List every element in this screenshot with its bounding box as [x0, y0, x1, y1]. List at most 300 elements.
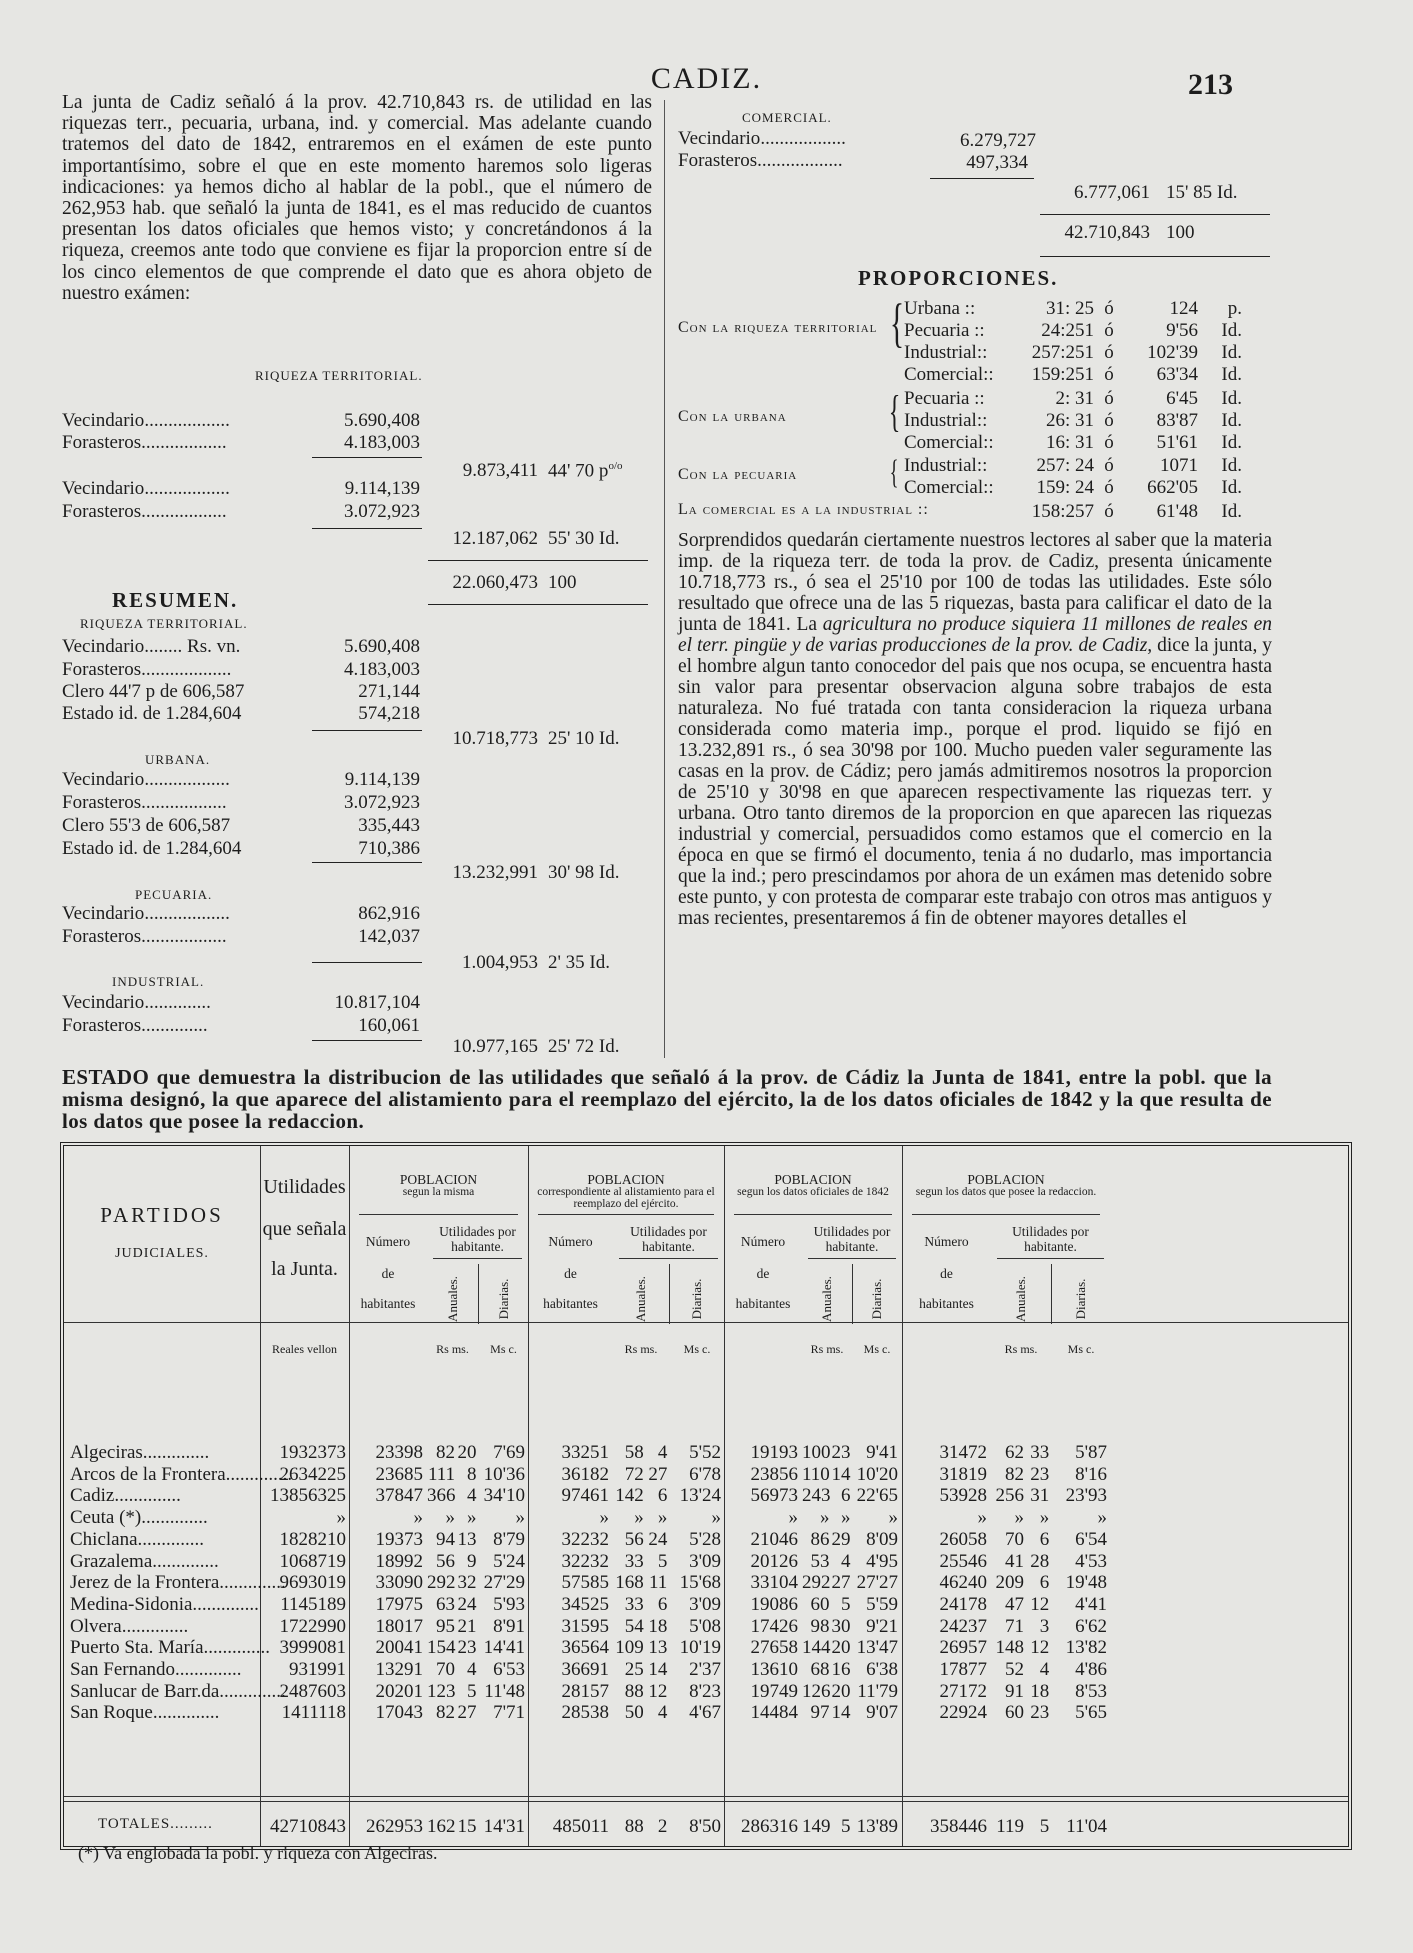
- row-1-g3-ms: 23: [1030, 1463, 1050, 1485]
- row-12-g0-ms: 27: [457, 1702, 477, 1724]
- totals-utilidades: 42710843: [270, 1816, 346, 1837]
- row-9-g2-hab: 27658: [750, 1637, 798, 1659]
- row-9-g0-ms: 23: [457, 1637, 477, 1659]
- row-0-utilidades: 1932373: [279, 1442, 346, 1463]
- row-5-g3-rs: 41: [1005, 1550, 1024, 1572]
- row-8-g0-hab: 18017: [375, 1615, 423, 1637]
- row-5-g0-diaria: 5'24: [493, 1550, 525, 1572]
- group-1-uph-brace: [619, 1258, 718, 1259]
- row-6-g1-diaria: 15'68: [679, 1572, 721, 1594]
- row-6-g1-ms: 11: [649, 1572, 668, 1594]
- proporciones-title: PROPORCIONES.: [858, 266, 1059, 290]
- row-0-partido: Algeciras..............: [70, 1442, 210, 1463]
- prop-group-4-label: La comercial es a la industrial ::: [678, 501, 929, 518]
- row-3-g3-rs: »: [1014, 1507, 1024, 1529]
- group-1-anuales: Anuales.: [633, 1276, 648, 1322]
- row-2-g2-ms: 6: [841, 1485, 851, 1507]
- group-2-title: POBLACION: [774, 1172, 852, 1187]
- row-7-g3-hab: 24178: [939, 1593, 987, 1615]
- row-7-g1-hab: 34525: [561, 1593, 609, 1615]
- row-6-g0-hab: 33090: [375, 1572, 423, 1594]
- row-9-g0-rs: 154: [427, 1637, 456, 1659]
- row-9-g1-hab: 36564: [561, 1637, 609, 1659]
- resumen-urbana-title: URBANA.: [145, 752, 211, 767]
- totals-g2-ms: 5: [841, 1816, 851, 1837]
- row-1-utilidades: 2634225: [279, 1463, 346, 1485]
- row-8-partido: Olvera..............: [70, 1615, 189, 1637]
- row-10-g3-rs: 52: [1005, 1659, 1024, 1680]
- row-7-g3-ms: 12: [1030, 1593, 1050, 1615]
- group-2-uph-split: [852, 1264, 853, 1324]
- row-12-g3-hab: 22924: [939, 1702, 987, 1724]
- row-6-g2-rs: 292: [802, 1572, 831, 1594]
- group-3-uph-split: [1051, 1264, 1052, 1324]
- row-2-g0-hab: 37847: [375, 1485, 423, 1507]
- terr-value-4: 3.072,923: [344, 501, 420, 522]
- row-11-g2-ms: 20: [831, 1680, 851, 1702]
- row-8-utilidades: 1722990: [279, 1615, 346, 1637]
- row-3-g1-rs: »: [634, 1507, 644, 1529]
- row-7-g1-diaria: 3'09: [689, 1593, 721, 1615]
- row-0-g0-hab: 23398: [375, 1442, 423, 1463]
- group-2-unit-ms: Ms c.: [863, 1342, 891, 1356]
- row-11-g3-diaria: 8'53: [1075, 1680, 1107, 1702]
- group-1-subtitle: correspondiente al alistamiento para el reemplazo del ejército.: [537, 1186, 715, 1210]
- row-12-g2-hab: 14484: [750, 1702, 798, 1724]
- row-5-g2-diaria: 4'95: [866, 1550, 898, 1572]
- row-5-g0-rs: 56: [436, 1550, 456, 1572]
- row-1-g2-diaria: 10'20: [856, 1463, 898, 1485]
- totals-g1-hab: 485011: [552, 1816, 609, 1837]
- group-0-hab: habitantes: [360, 1296, 416, 1311]
- row-10-g1-hab: 36691: [561, 1659, 609, 1680]
- row-8-g3-rs: 71: [1005, 1615, 1024, 1637]
- row-12-g3-diaria: 5'65: [1075, 1702, 1107, 1724]
- row-9-g1-rs: 109: [615, 1637, 644, 1659]
- row-8-g1-rs: 54: [624, 1615, 644, 1637]
- group-3-anuales: Anuales.: [1013, 1276, 1028, 1322]
- row-12-g1-diaria: 4'67: [689, 1702, 721, 1724]
- header-util-3: la Junta.: [271, 1258, 338, 1280]
- comercial-title: COMERCIAL.: [742, 110, 832, 125]
- row-5-partido: Grazalema..............: [70, 1550, 219, 1572]
- row-3-utilidades: »: [336, 1507, 346, 1529]
- group-2-hab: habitantes: [735, 1296, 791, 1311]
- prop-r9: Comercial:: 159: 24 ó 662'05 Id.: [904, 477, 1242, 498]
- prop-group-3-label: Con la pecuaria: [678, 466, 798, 483]
- group-3-unit-rs: Rs ms.: [1004, 1342, 1038, 1356]
- row-11-g2-rs: 126: [802, 1680, 831, 1702]
- row-10-g0-ms: 4: [466, 1659, 477, 1680]
- row-3-g1-hab: »: [599, 1507, 609, 1529]
- header-partidos: PARTIDOS: [100, 1203, 224, 1227]
- group-2-diarias: Diarias.: [869, 1278, 884, 1320]
- prop-r3: Industrial:: 257:251 ó 102'39 Id.: [904, 342, 1242, 363]
- row-0-g1-rs: 58: [624, 1442, 644, 1463]
- row-12-g2-diaria: 9'07: [866, 1702, 898, 1724]
- row-5-g1-rs: 33: [624, 1550, 644, 1572]
- row-9-utilidades: 3999081: [279, 1637, 346, 1659]
- row-1-g1-hab: 36182: [561, 1463, 609, 1485]
- row-10-g3-diaria: 4'86: [1075, 1659, 1107, 1680]
- row-10-g2-ms: 16: [831, 1659, 851, 1680]
- row-1-g2-ms: 14: [831, 1463, 851, 1485]
- terr-total: 22.060,473: [452, 572, 538, 593]
- row-10-g0-rs: 70: [436, 1659, 456, 1680]
- group-0-uph-brace: [433, 1258, 522, 1259]
- row-8-g0-ms: 21: [457, 1615, 477, 1637]
- terr-sub1: 9.873,411: [462, 460, 538, 481]
- terr-total-pct: 100: [548, 572, 577, 593]
- prop-r10: 158:257 ó 61'48 Id.: [1031, 501, 1242, 522]
- group-3-hab: habitantes: [919, 1296, 974, 1311]
- row-12-g0-rs: 82: [436, 1702, 456, 1724]
- row-0-g3-diaria: 5'87: [1075, 1442, 1107, 1463]
- row-7-g3-diaria: 4'41: [1075, 1593, 1107, 1615]
- group-1-brace: [538, 1214, 714, 1215]
- row-11-g0-ms: 5: [466, 1680, 477, 1702]
- row-5-g1-diaria: 3'09: [689, 1550, 721, 1572]
- group-0-unit-rs: Rs ms.: [436, 1342, 469, 1356]
- row-12-partido: San Roque..............: [70, 1702, 220, 1724]
- row-8-g1-ms: 18: [648, 1615, 668, 1637]
- com-value-2: 497,334: [966, 152, 1028, 173]
- row-7-g0-diaria: 5'93: [493, 1593, 525, 1615]
- footnote: (*) Va englobada la pobl. y riqueza con Algeciras.: [78, 1843, 438, 1863]
- row-9-g3-ms: 12: [1030, 1637, 1050, 1659]
- row-1-g0-rs: 111: [427, 1463, 456, 1485]
- row-11-g3-ms: 18: [1030, 1680, 1050, 1702]
- resumen-pecuaria-title: PECUARIA.: [135, 887, 213, 902]
- header-judiciales: JUDICIALES.: [115, 1246, 209, 1261]
- row-4-g2-diaria: 8'09: [866, 1528, 898, 1550]
- row-9-g0-hab: 20041: [375, 1637, 423, 1659]
- group-2-de: de: [756, 1266, 770, 1281]
- res-ind-total: 10.977,165: [452, 1036, 538, 1057]
- row-3-g3-diaria: »: [1097, 1507, 1107, 1529]
- row-3-g3-ms: »: [1039, 1507, 1050, 1529]
- group-2-uph-brace: [808, 1258, 896, 1259]
- row-6-g0-ms: 32: [457, 1572, 477, 1594]
- row-5-g1-ms: 5: [657, 1550, 668, 1572]
- row-8-g2-ms: 30: [831, 1615, 851, 1637]
- table-totals-rule-2: [64, 1801, 1348, 1802]
- row-7-g2-diaria: 5'59: [866, 1593, 898, 1615]
- group-3-diarias: Diarias.: [1073, 1278, 1088, 1320]
- row-0-g2-hab: 19193: [750, 1442, 798, 1463]
- row-2-partido: Cadiz..............: [70, 1485, 181, 1507]
- row-11-g1-hab: 28157: [561, 1680, 609, 1702]
- row-11-g3-rs: 91: [1005, 1680, 1024, 1702]
- intro-paragraph: La junta de Cadiz señaló á la prov. 42.710,843 rs. de utilidad en las riquezas terr., pecuaria, urbana, ind. y comercial. Mas adelante cuando tratemos del dato de 1842, entraremos en el exámen de este punto importantísimo, sobre el que en este momento haremos solo ligeras indicaciones: ya hemos dicho al hablar de la pobl., que el número de 262,953 hab. que señaló la junta de 1841, es el mas reducido de cuantos presentan los datos oficiales que hemos visto; y concretándonos á la riqueza, creemos ante todo que conviene es fijar la proporcion entre sí de los cinco elementos de que comprende el dato que es ahora objeto de nuestro exámen:: [62, 92, 652, 304]
- row-4-g3-diaria: 6'54: [1075, 1528, 1107, 1550]
- row-2-g1-hab: 97461: [561, 1485, 609, 1507]
- row-9-g2-rs: 144: [802, 1637, 831, 1659]
- row-1-g2-rs: 110: [802, 1463, 830, 1485]
- res-urb-value-4: 710,386: [358, 838, 420, 859]
- res-terr-total: 10.718,773: [452, 728, 538, 749]
- row-3-g1-diaria: »: [711, 1507, 721, 1529]
- row-6-partido: Jerez de la Frontera..............: [70, 1572, 286, 1594]
- row-0-g1-ms: 4: [657, 1442, 668, 1463]
- terr-value-2: 4.183,003: [344, 432, 420, 453]
- res-urb-pct: 30' 98 Id.: [548, 862, 620, 883]
- row-3-g1-ms: »: [657, 1507, 668, 1529]
- group-3-title: POBLACION: [967, 1172, 1045, 1187]
- row-9-g0-diaria: 14'41: [483, 1637, 525, 1659]
- res-pec-value-2: 142,037: [358, 926, 420, 947]
- prop-group-2-label: Con la urbana: [678, 408, 787, 425]
- terr-label-4: Forasteros..................: [62, 501, 227, 522]
- territorial-title: RIQUEZA TERRITORIAL.: [255, 368, 423, 383]
- row-3-g2-ms: »: [841, 1507, 851, 1529]
- row-6-g3-hab: 46240: [939, 1572, 987, 1594]
- res-ind-value-1: 10.817,104: [334, 992, 420, 1013]
- row-2-g0-diaria: 34'10: [483, 1485, 525, 1507]
- row-2-g1-rs: 142: [615, 1485, 644, 1507]
- row-4-g1-diaria: 5'28: [689, 1528, 721, 1550]
- row-3-g0-rs: »: [445, 1507, 456, 1529]
- row-1-partido: Arcos de la Frontera..............: [70, 1463, 293, 1485]
- group-1-title: POBLACION: [587, 1172, 665, 1187]
- row-1-g2-hab: 23856: [750, 1463, 798, 1485]
- row-10-g2-hab: 13610: [750, 1659, 798, 1680]
- row-4-g1-hab: 32232: [561, 1528, 609, 1550]
- row-12-g2-ms: 14: [831, 1702, 851, 1724]
- res-terr-label-2: Forasteros...................: [62, 659, 232, 680]
- group-2-subtitle: segun los datos oficiales de 1842: [737, 1186, 889, 1198]
- group-0-anuales: Anuales.: [444, 1276, 460, 1322]
- row-10-g1-ms: 14: [648, 1659, 668, 1680]
- row-10-g1-diaria: 2'37: [689, 1659, 721, 1680]
- totals-g0-rs: 162: [427, 1816, 456, 1837]
- page-number: 213: [1188, 68, 1233, 101]
- group-0-title: POBLACION: [399, 1172, 478, 1187]
- row-4-g3-ms: 6: [1039, 1528, 1050, 1550]
- res-terr-label-1: Vecindario........ Rs. vn.: [62, 636, 241, 657]
- group-1-unit-rs: Rs ms.: [624, 1342, 658, 1356]
- row-6-g2-hab: 33104: [750, 1572, 798, 1594]
- row-6-g0-rs: 292: [427, 1572, 456, 1594]
- row-11-utilidades: 2487603: [279, 1680, 346, 1702]
- row-12-g3-ms: 23: [1030, 1702, 1050, 1724]
- row-2-g3-hab: 53928: [939, 1485, 987, 1507]
- group-3-subtitle: segun los datos que posee la redaccion.: [915, 1186, 1097, 1198]
- res-urb-label-3: Clero 55'3 de 606,587: [62, 815, 231, 836]
- group-2-uph: Utilidades por habitante.: [813, 1224, 891, 1254]
- row-0-g3-rs: 62: [1005, 1442, 1024, 1463]
- row-11-g1-ms: 12: [648, 1680, 668, 1702]
- row-12-g0-diaria: 7'71: [493, 1702, 525, 1724]
- group-0-subtitle: segun la misma: [402, 1186, 475, 1198]
- totals-g2-hab: 286316: [741, 1816, 798, 1837]
- row-2-g2-hab: 56973: [750, 1485, 798, 1507]
- group-1-numero: Número: [548, 1234, 593, 1249]
- group-0-brace: [359, 1214, 518, 1215]
- terr-sub2-pct: 55' 30 Id.: [548, 528, 620, 549]
- row-6-g2-diaria: 27'27: [856, 1572, 898, 1594]
- row-5-g3-diaria: 4'53: [1075, 1550, 1107, 1572]
- totals-partido: TOTALES.........: [98, 1816, 213, 1832]
- row-0-g3-ms: 33: [1030, 1442, 1050, 1463]
- row-7-g2-hab: 19086: [750, 1593, 798, 1615]
- row-12-g0-hab: 17043: [375, 1702, 423, 1724]
- res-pec-pct: 2' 35 Id.: [548, 952, 611, 973]
- row-4-g0-rs: 94: [436, 1528, 456, 1550]
- row-9-g1-ms: 13: [648, 1637, 668, 1659]
- group-0-numero: Número: [365, 1234, 411, 1249]
- row-0-g0-ms: 20: [457, 1442, 477, 1463]
- row-2-utilidades: 13856325: [270, 1485, 346, 1507]
- resumen-territorial-title: RIQUEZA TERRITORIAL.: [80, 616, 248, 631]
- prop-r1: Urbana :: 31: 25 ó 124 p.: [904, 298, 1242, 319]
- row-9-g1-diaria: 10'19: [679, 1637, 721, 1659]
- row-7-g0-hab: 17975: [375, 1593, 423, 1615]
- row-5-utilidades: 1068719: [279, 1550, 346, 1572]
- res-terr-value-3: 271,144: [358, 681, 420, 702]
- row-11-g0-diaria: 11'48: [484, 1680, 525, 1702]
- prop-r7: Comercial:: 16: 31 ó 51'61 Id.: [904, 432, 1242, 453]
- row-6-g3-diaria: 19'48: [1065, 1572, 1107, 1594]
- brace-1: {: [889, 293, 905, 353]
- group-3-unit-ms: Ms c.: [1067, 1342, 1095, 1356]
- row-10-g0-diaria: 6'53: [493, 1659, 525, 1680]
- totals-g2-rs: 149: [802, 1816, 831, 1837]
- group-3-uph: Utilidades por habitante.: [1012, 1224, 1089, 1254]
- row-12-g1-rs: 50: [624, 1702, 644, 1724]
- group-1-de: de: [564, 1266, 577, 1281]
- com-value-1: 6.279,727: [960, 130, 1036, 151]
- row-1-g1-ms: 27: [648, 1463, 668, 1485]
- header-util-1: Utilidades: [263, 1176, 346, 1198]
- group-1-diarias: Diarias.: [689, 1278, 704, 1320]
- res-urb-value-3: 335,443: [358, 815, 420, 836]
- res-terr-pct: 25' 10 Id.: [548, 728, 620, 749]
- row-11-g2-diaria: 11'79: [857, 1680, 898, 1702]
- row-7-g0-ms: 24: [457, 1593, 477, 1615]
- row-0-g3-hab: 31472: [939, 1442, 987, 1463]
- row-11-g0-rs: 123: [427, 1680, 456, 1702]
- row-4-g3-rs: 70: [1005, 1528, 1024, 1550]
- com-total: 42.710,843: [1064, 222, 1150, 243]
- res-ind-label-1: Vecindario..............: [62, 992, 211, 1013]
- row-2-g0-ms: 4: [466, 1485, 477, 1507]
- row-8-g3-ms: 3: [1039, 1615, 1050, 1637]
- row-6-g3-rs: 209: [995, 1572, 1024, 1594]
- terr-sub2: 12.187,062: [452, 528, 538, 549]
- row-2-g0-rs: 366: [427, 1485, 456, 1507]
- totals-g3-hab: 358446: [930, 1816, 987, 1837]
- group-3-numero: Número: [924, 1234, 969, 1249]
- row-6-g1-hab: 57585: [561, 1572, 609, 1594]
- group-0-uph-split: [478, 1264, 479, 1324]
- com-sub: 6.777,061: [1074, 182, 1150, 203]
- group-0-de: de: [381, 1266, 395, 1281]
- row-5-g3-ms: 28: [1030, 1550, 1050, 1572]
- row-6-utilidades: 9693019: [279, 1572, 346, 1594]
- row-12-g2-rs: 97: [810, 1702, 830, 1724]
- row-7-g1-rs: 33: [624, 1593, 644, 1615]
- totals-g3-rs: 119: [996, 1816, 1024, 1837]
- res-terr-label-4: Estado id. de 1.284,604: [62, 703, 242, 724]
- res-urb-value-1: 9.114,139: [344, 769, 420, 790]
- row-2-g3-rs: 256: [995, 1485, 1024, 1507]
- row-4-utilidades: 1828210: [279, 1528, 346, 1550]
- row-11-g2-hab: 19749: [750, 1680, 798, 1702]
- prop-r5: Pecuaria :: 2: 31 ó 6'45 Id.: [904, 388, 1242, 409]
- res-pec-total: 1.004,953: [462, 952, 538, 973]
- row-5-g3-hab: 25546: [939, 1550, 987, 1572]
- row-3-g3-hab: »: [977, 1507, 987, 1529]
- header-util-2: que señala: [262, 1218, 347, 1240]
- prop-r4: Comercial:: 159:251 ó 63'34 Id.: [904, 364, 1242, 385]
- row-1-g0-ms: 8: [466, 1463, 477, 1485]
- totals-g0-ms: 15: [457, 1816, 477, 1837]
- com-total-pct: 100: [1166, 222, 1195, 243]
- row-4-g0-ms: 13: [457, 1528, 477, 1550]
- group-2-unit-rs: Rs ms.: [810, 1342, 844, 1356]
- page-title: CADIZ.: [650, 62, 763, 95]
- row-10-g3-hab: 17877: [939, 1659, 987, 1680]
- row-12-utilidades: 1411118: [281, 1702, 346, 1724]
- prop-r2: Pecuaria :: 24:251 ó 9'56 Id.: [904, 320, 1242, 341]
- totals-g0-hab: 262953: [366, 1816, 423, 1837]
- row-2-g2-rs: 243: [802, 1485, 831, 1507]
- row-11-g0-hab: 20201: [375, 1680, 423, 1702]
- row-7-g0-rs: 63: [436, 1593, 456, 1615]
- row-9-g3-diaria: 13'82: [1065, 1637, 1107, 1659]
- group-0-uph: Utilidades por habitante.: [439, 1224, 516, 1254]
- totals-g3-diaria: 11'04: [1066, 1816, 1107, 1837]
- row-8-g2-hab: 17426: [750, 1615, 798, 1637]
- res-ind-pct: 25' 72 Id.: [548, 1036, 620, 1057]
- row-6-g1-rs: 168: [615, 1572, 644, 1594]
- prop-r6: Industrial:: 26: 31 ó 83'87 Id.: [904, 410, 1242, 431]
- brace-2: {: [888, 387, 901, 436]
- res-urb-label-4: Estado id. de 1.284,604: [62, 838, 242, 859]
- row-5-g2-hab: 20126: [750, 1550, 798, 1572]
- terr-sub1-pct: 44' 70 $p^{o/o}$: [548, 460, 623, 482]
- row-6-g3-ms: 6: [1039, 1572, 1050, 1594]
- group-1-uph-split: [669, 1264, 670, 1324]
- terr-value-3: 9.114,139: [344, 478, 420, 499]
- res-urb-value-2: 3.072,923: [344, 792, 420, 813]
- com-label-2: Forasteros..................: [678, 150, 843, 171]
- row-9-g2-ms: 20: [831, 1637, 851, 1659]
- row-5-g0-hab: 18992: [375, 1550, 423, 1572]
- row-4-g3-hab: 26058: [939, 1528, 987, 1550]
- res-urb-label-2: Forasteros..................: [62, 792, 227, 813]
- row-11-g1-diaria: 8'23: [689, 1680, 721, 1702]
- row-4-g1-ms: 24: [648, 1528, 668, 1550]
- row-5-g0-ms: 9: [466, 1550, 477, 1572]
- res-ind-label-2: Forasteros..............: [62, 1015, 208, 1036]
- group-2-numero: Número: [740, 1234, 786, 1249]
- row-0-g0-diaria: 7'69: [493, 1442, 525, 1463]
- row-1-g0-diaria: 10'36: [483, 1463, 525, 1485]
- row-6-g2-ms: 27: [831, 1572, 851, 1594]
- row-9-g3-rs: 148: [995, 1637, 1024, 1659]
- terr-value-1: 5.690,408: [344, 410, 420, 431]
- totals-g1-ms: 2: [657, 1816, 668, 1837]
- row-2-g1-ms: 6: [657, 1485, 668, 1507]
- estado-title: ESTADO que demuestra la distribucion de las utilidades que señaló á la prov. de Cádiz la Junta de 1841, entre la pobl. que la misma designó, la que aparece del alistamiento para el reemplazo del ejército, la de los datos oficiales de 1842 y la que resulta de los datos que posee la redaccion.: [62, 1065, 1272, 1133]
- row-3-g0-diaria: »: [515, 1507, 525, 1529]
- row-8-g1-hab: 31595: [561, 1615, 609, 1637]
- res-pec-label-2: Forasteros..................: [62, 926, 227, 947]
- group-1-unit-ms: Ms c.: [683, 1342, 711, 1356]
- row-10-utilidades: 931991: [289, 1659, 346, 1680]
